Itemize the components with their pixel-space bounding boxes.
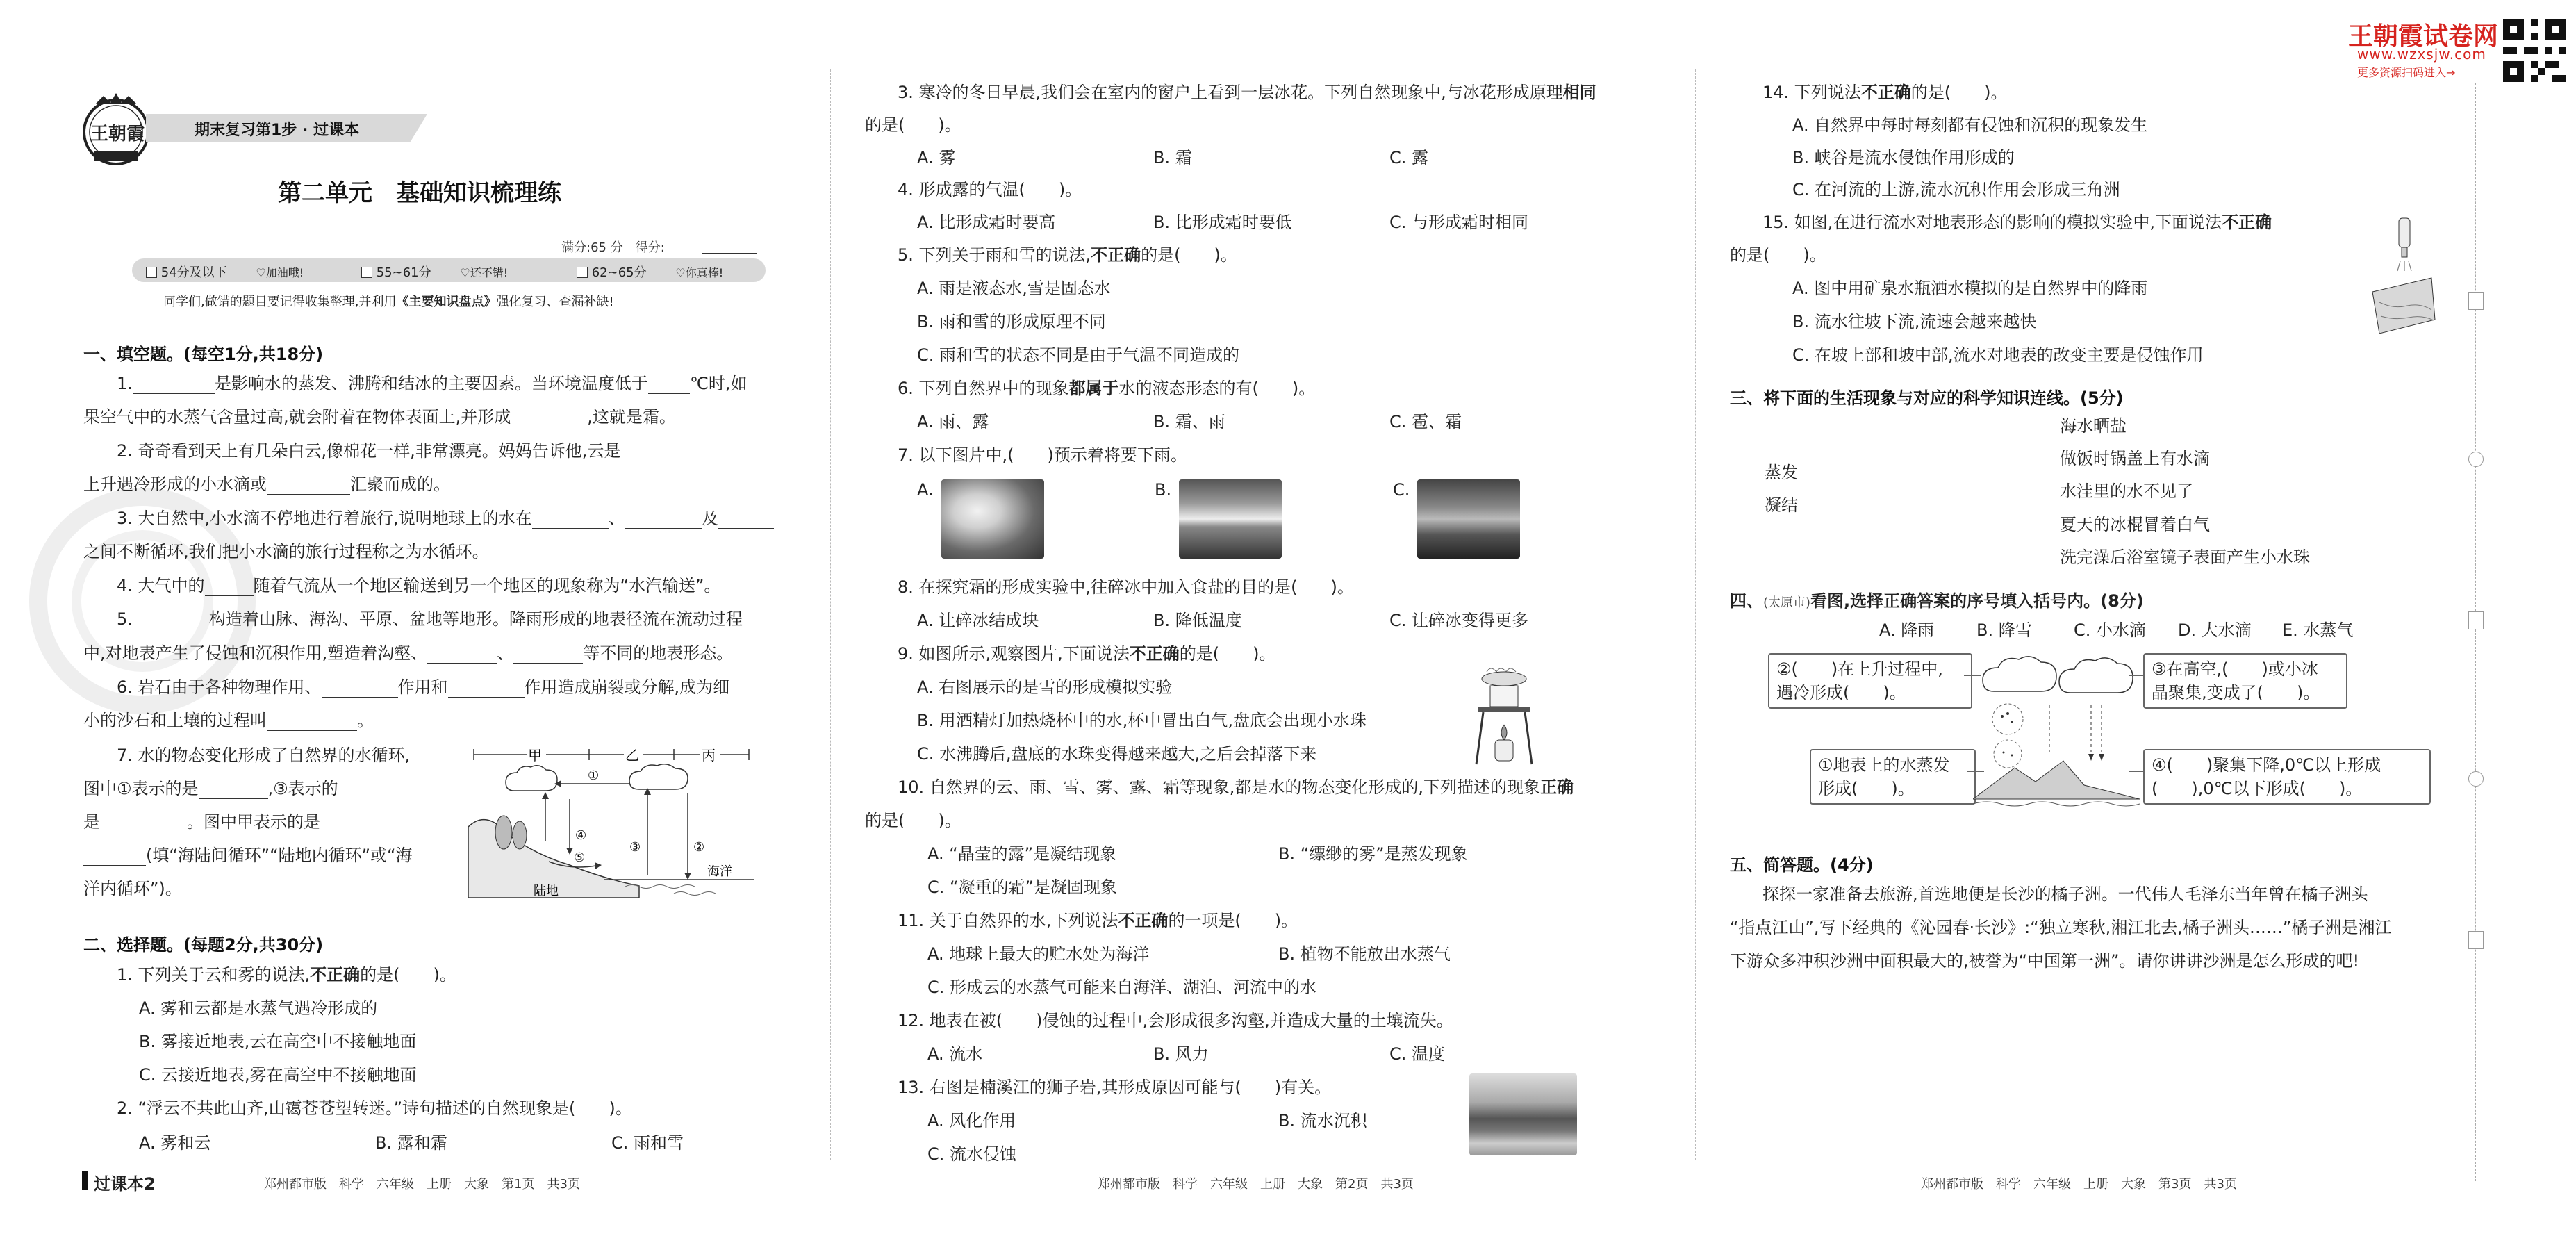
water-cycle-diagram xyxy=(465,743,757,900)
binding-line xyxy=(2475,83,2476,1181)
connector-line xyxy=(1964,675,1981,676)
q7-line3: 是 。图中甲表示的是 xyxy=(83,812,411,832)
grade-comment: ♡还不错! xyxy=(460,266,509,279)
q6-line1: 6. 岩石由于各种物理作用、 作用和 作用造成崩裂或分解,成为细 xyxy=(117,677,730,697)
column-divider xyxy=(1695,69,1696,1160)
essay-line-3: 下游众多冲积沙洲中面积最大的,被誉为“中国第一洲”。请你讲讲沙洲是怎么形成的吧! xyxy=(1730,951,2360,971)
svg-text:②: ② xyxy=(693,840,705,855)
binding-mark-icon xyxy=(2468,931,2484,949)
s4-option: E. 水蒸气 xyxy=(2282,620,2354,640)
choice-q1-option-c[interactable]: C. 云接近地表,雾在高空中不接触地面 xyxy=(139,1065,417,1085)
slope-experiment-icon xyxy=(2366,215,2442,340)
brand-name: 王朝霞试卷网 xyxy=(2348,22,2499,51)
choice-q5-option-a[interactable]: A. 雨是液态水,雪是固态水 xyxy=(917,279,1111,298)
page-column-1 xyxy=(0,0,834,1243)
choice-q1-option-a[interactable]: A. 雾和云都是水蒸气遇冷形成的 xyxy=(139,998,378,1018)
choice-q6-option-b[interactable]: B. 霜、雨 xyxy=(1153,412,1225,431)
cloud-photo-a[interactable] xyxy=(941,479,1044,559)
cycle-box-4: ④( )聚集下降,0℃以上形成 ( ),0℃以下形成( )。 xyxy=(2143,749,2431,805)
choice-q10-line1: 10. 自然界的云、雨、雪、雾、露、霜等现象,都是水的物态变化形成的,下列描述的现象正确 xyxy=(898,777,1574,797)
choice-q10-option-b[interactable]: B. “缥缈的雾”是蒸发现象 xyxy=(1278,844,1468,864)
review-banner-text: 期末复习第1步 · 过课本 xyxy=(195,122,359,139)
answer-blank[interactable] xyxy=(83,848,146,866)
q7-line5: 洋内循环”)。 xyxy=(83,879,182,898)
choice-q6: 6. 下列自然界中的现象都属于水的液态形态的有( )。 xyxy=(898,379,1316,398)
answer-blank[interactable] xyxy=(320,815,411,832)
choice-q8: 8. 在探究霜的形成实验中,往碎冰中加入食盐的目的是( )。 xyxy=(898,577,1354,597)
answer-blank[interactable] xyxy=(267,714,357,731)
grade-comment: ♡加油哦! xyxy=(256,266,304,279)
answer-blank[interactable] xyxy=(648,377,690,394)
choice-q4-option-a[interactable]: A. 比形成霜时要高 xyxy=(917,213,1056,232)
section-4-title: 四、(太原市)看图,选择正确答案的序号填入括号内。(8分) xyxy=(1730,591,2144,611)
footer-tag xyxy=(82,1171,88,1190)
qr-code-icon[interactable] xyxy=(2503,19,2566,82)
choice-q12: 12. 地表在被( )侵蚀的过程中,会形成很多沟壑,并造成大量的土壤流失。 xyxy=(898,1011,1453,1030)
binding-hole-icon xyxy=(2468,771,2484,787)
answer-blank[interactable] xyxy=(620,444,735,461)
cycle-box-1: ①地表上的水蒸发 形成( )。 xyxy=(1810,749,1976,805)
answer-blank[interactable] xyxy=(267,477,350,495)
page-column-3 xyxy=(1699,0,2576,1243)
page-title: 第二单元 基础知识梳理练 xyxy=(278,179,561,207)
choice-q1-option-b[interactable]: B. 雾接近地表,云在高空中不接触地面 xyxy=(139,1032,417,1051)
checkbox-icon[interactable] xyxy=(361,267,372,278)
answer-blank[interactable] xyxy=(513,646,583,664)
answer-blank[interactable] xyxy=(100,815,187,832)
logo-text: 王朝霞 xyxy=(90,124,145,145)
label-bing: 丙 xyxy=(702,747,716,764)
answer-blank[interactable] xyxy=(718,511,774,529)
choice-q14-option-c[interactable]: C. 在河流的上游,流水沉积作用会形成三角洲 xyxy=(1792,180,2120,199)
choice-q15-option-a[interactable]: A. 图中用矿泉水瓶洒水模拟的是自然界中的降雨 xyxy=(1792,279,2148,298)
svg-text:④: ④ xyxy=(575,828,587,843)
choice-q12-option-c[interactable]: C. 温度 xyxy=(1389,1044,1446,1064)
choice-q2-option-c[interactable]: C. 雨和雪 xyxy=(611,1133,684,1153)
dark-cloud-photo-c[interactable] xyxy=(1417,479,1520,559)
choice-q12-option-b[interactable]: B. 风力 xyxy=(1153,1044,1209,1064)
svg-text:①: ① xyxy=(588,768,600,783)
choice-q8-option-c[interactable]: C. 让碎冰变得更多 xyxy=(1389,611,1529,630)
svg-text:⑤: ⑤ xyxy=(574,850,586,865)
grade-range: 55~61分 xyxy=(376,265,431,280)
choice-q3-line2: 的是( )。 xyxy=(865,115,961,135)
choice-q7-option-b[interactable]: B. xyxy=(1155,480,1172,500)
choice-q13-option-b[interactable]: B. 流水沉积 xyxy=(1278,1111,1367,1130)
choice-q13-option-a[interactable]: A. 风化作用 xyxy=(927,1111,1016,1130)
grade-item-3 xyxy=(577,263,723,281)
choice-q1: 1. 下列关于云和雾的说法,不正确的是( )。 xyxy=(117,965,456,985)
choice-q3-option-a[interactable]: A. 雾 xyxy=(917,148,956,167)
choice-q8-option-b[interactable]: B. 降低温度 xyxy=(1153,611,1242,630)
answer-blank[interactable] xyxy=(427,646,497,664)
match-left-condensation[interactable]: 凝结 xyxy=(1765,495,1798,515)
choice-q2-option-a[interactable]: A. 雾和云 xyxy=(139,1133,211,1153)
answer-blank[interactable] xyxy=(625,511,702,529)
binding-hole-icon xyxy=(2468,452,2484,467)
answer-blank[interactable] xyxy=(448,680,525,698)
page-column-2 xyxy=(834,0,1699,1243)
choice-q9-option-c[interactable]: C. 水沸腾后,盘底的水珠变得越来越大,之后会掉落下来 xyxy=(917,744,1317,764)
cycle-box-3: ③在高空,( )或小冰 晶聚集,变成了( )。 xyxy=(2143,653,2347,709)
choice-q4-option-b[interactable]: B. 比形成霜时要低 xyxy=(1153,213,1292,232)
answer-blank[interactable] xyxy=(205,579,254,596)
match-right-item[interactable]: 做饭时锅盖上有水滴 xyxy=(2060,449,2210,468)
answer-blank[interactable] xyxy=(133,612,209,629)
grade-item-1 xyxy=(146,263,304,281)
choice-q15-option-b[interactable]: B. 流水往坡下流,流速会越来越快 xyxy=(1792,312,2037,331)
footer-tag-text: 过课本2 xyxy=(94,1174,156,1194)
match-right-item[interactable]: 海水晒盐 xyxy=(2060,416,2127,436)
choice-q11: 11. 关于自然界的水,下列说法不正确的一项是( )。 xyxy=(898,911,1298,930)
choice-q14-option-a[interactable]: A. 自然界中每时每刻都有侵蚀和沉积的现象发生 xyxy=(1792,115,2148,135)
q7-line1: 7. 水的物态变化形成了自然界的水循环, xyxy=(117,746,411,765)
choice-q4: 4. 形成露的气温( )。 xyxy=(898,180,1082,199)
choice-q13: 13. 右图是楠溪江的狮子岩,其形成原因可能与( )有关。 xyxy=(898,1078,1332,1097)
label-yi: 乙 xyxy=(625,747,639,764)
q4-line1: 4. 大气中的 随着气流从一个地区输送到另一个地区的现象称为“水汽输送”。 xyxy=(117,576,721,595)
column-divider xyxy=(830,69,831,1160)
choice-q15-line2: 的是( )。 xyxy=(1730,245,1826,265)
section-2-title: 二、选择题。(每题2分,共30分) xyxy=(83,935,324,955)
cycle-box-2: ②( )在上升过程中, 遇冷形成( )。 xyxy=(1768,653,1972,709)
q7-line4: (填“海陆间循环”“陆地内循环”或“海 xyxy=(83,845,413,866)
choice-q6-option-c[interactable]: C. 雹、霜 xyxy=(1389,412,1462,431)
choice-q3-option-b[interactable]: B. 霜 xyxy=(1153,148,1192,167)
footer-info: 郑州都市版 科学 六年级 上册 大象 第2页 共3页 xyxy=(1098,1177,1414,1192)
answer-blank[interactable] xyxy=(322,680,398,698)
choice-q7-option-c[interactable]: C. xyxy=(1393,480,1410,500)
rain-cycle-illustration xyxy=(1973,650,2140,809)
choice-q8-option-a[interactable]: A. 让碎冰结成块 xyxy=(917,611,1039,630)
binding-mark-icon xyxy=(2468,611,2484,629)
choice-q10-option-c[interactable]: C. “凝重的霜”是凝固现象 xyxy=(927,878,1117,897)
s4-option: B. 降雪 xyxy=(1976,620,2032,640)
choice-q11-option-c[interactable]: C. 形成云的水蒸气可能来自海洋、湖泊、河流中的水 xyxy=(927,978,1317,997)
choice-q13-option-c[interactable]: C. 流水侵蚀 xyxy=(927,1144,1017,1164)
q3-line2: 之间不断循环,我们把小水滴的旅行过程称之为水循环。 xyxy=(83,542,489,561)
q1-line1: 1. 是影响水的蒸发、沸腾和结冰的主要因素。当环境温度低于 ℃时,如 xyxy=(117,374,748,393)
choice-q9-option-b[interactable]: B. 用酒精灯加热烧杯中的水,杯中冒出白气,盘底会出现小水珠 xyxy=(917,711,1367,730)
svg-text:海洋: 海洋 xyxy=(707,864,732,879)
q2-line2: 上升遇冷形成的小水滴或 汇聚而成的。 xyxy=(83,475,450,494)
choice-q11-option-b[interactable]: B. 植物不能放出水蒸气 xyxy=(1278,944,1451,964)
q7-line2: 图中①表示的是 ,③表示的 xyxy=(83,779,338,798)
grade-range: 62~65分 xyxy=(591,265,647,280)
section-3-title: 三、将下面的生活现象与对应的科学知识连线。(5分) xyxy=(1730,388,2124,408)
choice-q7-option-a[interactable]: A. xyxy=(917,480,934,500)
score-blank xyxy=(702,253,757,254)
match-right-item[interactable]: 水洼里的水不见了 xyxy=(2060,481,2193,501)
grade-range: 54分及以下 xyxy=(160,265,227,280)
s4-option: C. 小水滴 xyxy=(2074,620,2147,640)
q3-line1: 3. 大自然中,小水滴不停地进行着旅行,说明地球上的水在 、 及 xyxy=(117,508,774,529)
footer-info: 郑州都市版 科学 六年级 上册 大象 第1页 共3页 xyxy=(264,1177,580,1192)
svg-text:③: ③ xyxy=(629,840,641,855)
match-left-evaporation[interactable]: 蒸发 xyxy=(1765,463,1798,482)
choice-q3-line1: 3. 寒冷的冬日早晨,我们会在室内的窗户上看到一层冰花。下列自然现象中,与冰花形成原理相同 xyxy=(898,83,1596,102)
choice-q7: 7. 以下图片中,( )预示着将要下雨。 xyxy=(898,445,1187,465)
q5-line1: 5. 构造着山脉、海沟、平原、盆地等地形。降雨形成的地表径流在流动过程 xyxy=(117,609,743,629)
choice-q11-option-a[interactable]: A. 地球上最大的贮水处为海洋 xyxy=(927,944,1150,964)
lion-rock-photo xyxy=(1469,1073,1577,1155)
connector-line xyxy=(2129,771,2145,772)
brand-url[interactable]: www.wzxsjw.com xyxy=(2357,46,2486,63)
choice-q9-option-a[interactable]: A. 右图展示的是雪的形成模拟实验 xyxy=(917,677,1173,697)
match-right-item[interactable]: 洗完澡后浴室镜子表面产生小水珠 xyxy=(2060,548,2310,567)
connector-line xyxy=(2129,675,2145,676)
answer-blank[interactable] xyxy=(133,377,215,394)
choice-q10-line2: 的是( )。 xyxy=(865,811,961,830)
choice-q14: 14. 下列说法不正确的是( )。 xyxy=(1762,83,2008,102)
checkbox-icon[interactable] xyxy=(577,267,588,278)
choice-q5-option-c[interactable]: C. 雨和雪的状态不同是由于气温不同造成的 xyxy=(917,345,1240,365)
essay-line-2: “指点江山”,写下经典的《沁园春·长沙》:“独立寒秋,湘江北去,橘子洲头……”橘子洲是湘江 xyxy=(1730,918,2392,937)
brand-more: 更多资源扫码进入→ xyxy=(2357,66,2456,79)
connector-line xyxy=(1967,771,1984,772)
heating-apparatus-icon xyxy=(1466,664,1542,768)
q2-line1: 2. 奇奇看到天上有几朵白云,像棉花一样,非常漂亮。妈妈告诉他,云是 xyxy=(117,441,735,461)
choice-q5: 5. 下列关于雨和雪的说法,不正确的是( )。 xyxy=(898,245,1237,265)
choice-q4-option-c[interactable]: C. 与形成霜时相同 xyxy=(1389,213,1529,232)
choice-q3-option-c[interactable]: C. 露 xyxy=(1389,148,1429,167)
tip-text: 同学们,做错的题目要记得收集整理,并利用《主要知识盘点》强化复习、查漏补缺! xyxy=(163,295,614,309)
label-jia: 甲 xyxy=(528,747,542,764)
answer-blank[interactable] xyxy=(532,511,609,529)
choice-q6-option-a[interactable]: A. 雨、露 xyxy=(917,412,989,431)
grade-item-2 xyxy=(361,263,508,281)
q1-line2: 果空气中的水蒸气含量过高,就会附着在物体表面上,并形成 ,这就是霜。 xyxy=(83,407,676,427)
match-right-item[interactable]: 夏天的冰棍冒着白气 xyxy=(2060,515,2210,534)
footer-info: 郑州都市版 科学 六年级 上册 大象 第3页 共3页 xyxy=(1921,1177,2237,1192)
sunset-sea-photo-b[interactable] xyxy=(1179,479,1282,559)
choice-q12-option-a[interactable]: A. 流水 xyxy=(927,1044,983,1064)
binding-mark-icon xyxy=(2468,292,2484,310)
checkbox-icon[interactable] xyxy=(146,267,157,278)
choice-q15-line1: 15. 如图,在进行流水对地表形态的影响的模拟实验中,下面说法不正确 xyxy=(1762,213,2272,232)
s4-option: D. 大水滴 xyxy=(2178,620,2252,640)
grade-comment: ♡你真棒! xyxy=(675,266,724,279)
choice-q9: 9. 如图所示,观察图片,下面说法不正确的是( )。 xyxy=(898,644,1276,664)
s4-option: A. 降雨 xyxy=(1879,620,1935,640)
essay-line-1: 探探一家准备去旅游,首选地便是长沙的橘子洲。一代伟人毛泽东当年曾在橘子洲头 xyxy=(1762,884,2368,904)
answer-blank[interactable] xyxy=(511,410,587,427)
svg-text:陆地: 陆地 xyxy=(534,884,559,898)
choice-q5-option-b[interactable]: B. 雨和雪的形成原理不同 xyxy=(917,312,1106,331)
answer-blank[interactable] xyxy=(199,782,268,799)
choice-q15-option-c[interactable]: C. 在坡上部和坡中部,流水对地表的改变主要是侵蚀作用 xyxy=(1792,345,2204,365)
choice-q14-option-b[interactable]: B. 峡谷是流水侵蚀作用形成的 xyxy=(1792,148,2015,167)
q6-line2: 小的沙石和土壤的过程叫 。 xyxy=(83,711,374,730)
score-label: 满分:65 分 得分: xyxy=(561,240,665,255)
choice-q10-option-a[interactable]: A. “晶莹的露”是凝结现象 xyxy=(927,844,1117,864)
choice-q2: 2. “浮云不共此山齐,山霭苍苍望转迷。”诗句描述的自然现象是( )。 xyxy=(117,1098,632,1118)
choice-q2-option-b[interactable]: B. 露和霜 xyxy=(375,1133,447,1153)
section-5-title: 五、简答题。(4分) xyxy=(1730,855,1874,875)
section-1-title: 一、填空题。(每空1分,共18分) xyxy=(83,345,324,364)
q5-line2: 中,对地表产生了侵蚀和沉积作用,塑造着沟壑、 、 等不同的地表形态。 xyxy=(83,643,734,663)
